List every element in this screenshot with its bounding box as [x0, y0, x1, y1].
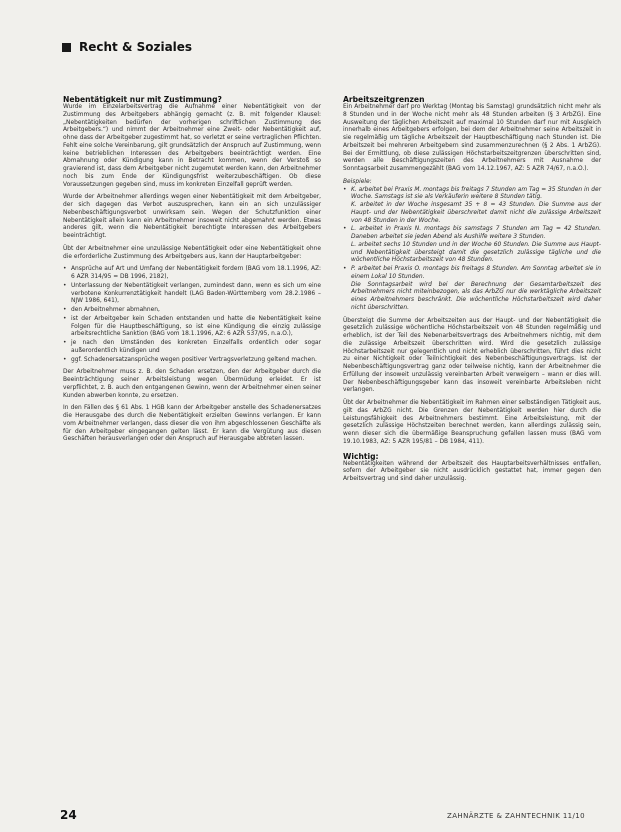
list-item: • ggf. Schadenersatzansprüche wegen positiver Vertragsverletzung geltend machen.: [63, 357, 321, 365]
paragraph: Nebentätigkeiten während der Arbeitszeit des Hauptarbeitsverhältnisses entfallen, sofern der Arbeitgeber sie nicht ausdrücklich gestattet hat, immer gegen den Arbeitsvertrag und sind daher unzulässig.: [343, 460, 601, 482]
paragraph: Ein Arbeitnehmer darf pro Werktag (Montag bis Samstag) grundsätzlich nicht mehr als 8 Stunden und in der Woche nicht mehr als 48 Stunden arbeiten (§ 3 ArbZG). Eine Ausweitung der täglichen Arbeitszeit auf maximal 10 Stunden darf nur mit Ausgleich innerhalb eines Arbeitgebers erfolgen, bei dem der Arbeitnehmer seine Arbeitszeit in sie regelmäßig um tägliche Arbeitszeit der Hauptbeschäftigung nach Stunden ist. Die Arbeitszeit bei mehreren Arbeitgebern sind zusammenzurechnen (§ 2 Abs. 1 ArbZG). Bei der Ermittlung, ob diese zulässigen Höchstarbeitszeitgrenzen überschritten sind, werden alle Beschäftigungszeiten des Arbeitnehmers mit Ausnahme der Sonntagsarbeit zusammengezählt (BAG vom 14.12.1967, AZ: 5 AZR 74/67, n.a.O.).: [343, 104, 601, 172]
list-item: • je nach den Umständen des konkreten Einzelfalls ordentlich oder sogar außerordentlich kündigen und: [63, 340, 321, 356]
paragraph: In den Fällen des § 61 Abs. 1 HGB kann der Arbeitgeber anstelle des Schadenersatzes die Herausgabe des durch die Nebentätigkeit erzielten Gewinns verlangen. Er kann vom Arbeitnehmer verlangen, dass dieser die von ihm abgeschlossenen Geschäfte als für den Arbeitgeber eingegangen gelten lässt. Er kann die Vergütung aus diesen Geschäften herausverlangen oder den Anspruch auf Herausgabe abtreten lassen.: [63, 405, 321, 443]
paragraph: Übt der Arbeitnehmer die Nebentätigkeit im Rahmen einer selbständigen Tätigkeit aus, gilt das ArbZG nicht. Die Grenzen der Nebentätigkeit werden hier durch die Leistungsfähigkeit des Arbeitnehmers bestimmt. Eine Arbeitsleistung, mit der gesetzlich zulässige Höchstzeiten berechnet werden, kann allerdings zulässig sein, wenn dieser sich die übermäßige Beanspruchung gefallen lassen muss (BAG vom 19.10.1983, AZ: 5 AZR 195/81 – DB 1984, 411).: [343, 400, 601, 445]
important-heading: Wichtig:: [343, 451, 379, 461]
list-item: • den Arbeitnehmer abmahnen,: [63, 307, 321, 315]
right-column: [343, 95, 601, 489]
paragraph: Übersteigt die Summe der Arbeitszeiten aus der Haupt- und der Nebentätigkeit die gesetzlich zulässige wöchentliche Höchstarbeitszeit von 48 Stunden regelmäßig und erheblich, ist der Teil des Nebenarbeitsvertrags des Arbeitnehmers nichtig, mit dem die zulässige Arbeitszeit überschritten wird. Wird die gesetzlich zulässige Höchstarbeitszeit nur gelegentlich und nicht erheblich überschritten, führt dies nicht zu einer Nichtigkeit oder Teilnichtigkeit des Nebenbeschäftigungsvertrags. Ist der Nebenbeschäftigungsvertrag ganz oder teilweise nichtig, kann der Arbeitnehmer die Erfüllung der insoweit unzulässig vereinbarten Arbeit verweigern – wann er dies will. Der Nebenbeschäftigungsgeber kann das insoweit vereinbarte Arbeitsleben nicht verlangen.: [343, 317, 601, 394]
example-result: Die Sonntagsarbeit wird bei der Berechnung der Gesamtarbeitszeit des Arbeitnehmers nicht miteinbezogen, als das ArbZG nur die werktägliche Arbeitszeit eines Arbeitnehmers beschränkt. Die wöchentliche Höchstarbeitszeit wird daher nicht überschritten.: [351, 281, 601, 311]
section-marker-icon: [62, 43, 71, 52]
examples-label: Beispiele:: [343, 178, 372, 185]
list-item: • Unterlassung der Nebentätigkeit verlangen, zumindest dann, wenn es sich um eine verbotene Konkurrenztätigkeit handelt (LAG Baden-Württemberg vom 28.2.1986 – NJW 1986, 641),: [63, 283, 321, 306]
page-number: 24: [60, 808, 77, 822]
example-item: [343, 226, 601, 265]
example-text: • L. arbeitet in Praxis N. montags bis samstags 7 Stunden am Tag = 42 Stunden. Daneben arbeitet sie jeden Abend als Aushilfe weitere 3 Stunden.: [351, 226, 601, 240]
example-result: K. arbeitet in der Woche insgesamt 35 + 8 = 43 Stunden. Die Summe aus der Haupt- und der Nebentätigkeit überschreitet damit nicht die zulässige Arbeitszeit von 48 Stunden in der Woche.: [351, 202, 601, 224]
paragraph: Wurde im Einzelarbeitsvertrag die Aufnahme einer Nebentätigkeit von der Zustimmung des Arbeitgebers abhängig gemacht (z. B. mit folgender Klausel: „Nebentätigkeiten bedürfen der vorherigen schriftlichen Zustimmung des Arbeitgebers.“) und nimmt der Arbeitnehmer eine Zweit- oder Nebentätigkeit auf, ohne dass der Arbeitgeber zugestimmt hat, so verletzt er seine vertraglichen Pflichten. Fehlt eine solche Vereinbarung, gilt grundsätzlich der Anspruch auf Zustimmung, wenn keine betrieblichen Interessen des Arbeitgebers beeinträchtigt werden. Eine Abmahnung oder Kündigung kann in Betracht kommen, wenn der Verstoß so gravierend ist, dass dem Arbeitgeber nicht zugemutet werden kann, den Arbeitnehmer noch bis zum Ende der Kündigungsfrist weiterzubeschäftigen. Ob diese Voraussetzungen gegeben sind, muss im konkreten Einzelfall geprüft werden.: [63, 104, 321, 188]
list-item: • Ansprüche auf Art und Umfang der Nebentätigkeit fordern (BAG vom 18.1.1996, AZ: 6 AZR 314/95 = DB 1996, 2182),: [63, 266, 321, 282]
paragraph: Wurde der Arbeitnehmer allerdings wegen einer Nebentätigkeit mit dem Arbeitgeber, der sich dagegen das Verbot auszusprechen, kann ein an sich unzulässiger Nebenbeschäftigungsverbot unwirksam sein. Wegen der Schutzfunktion einer Nebentätigkeit allein kann ein Arbeitnehmer insoweit nicht abgemahnt werden. Etwas anderes gilt, wenn die Nebentätigkeit berechtigte Interessen des Arbeitgebers beeinträchtigt.: [63, 194, 321, 239]
example-item: [343, 266, 601, 313]
examples-list: [343, 187, 601, 313]
section-title: Recht & Soziales: [79, 40, 193, 54]
bullet-list: [63, 266, 321, 364]
article-heading: Arbeitszeitgrenzen: [343, 95, 425, 104]
paragraph: Der Arbeitnehmer muss z. B. den Schaden ersetzen, den der Arbeitgeber durch die Beeinträchtigung seiner Arbeitsleistung wegen Übermüdung erleidet. Er ist verpflichtet, z. B. auch den entgangenen Gewinn, wenn der Arbeitnehmer einen seiner Kunden abwerben konnte, zu ersetzen.: [63, 369, 321, 399]
example-text: • P. arbeitet bei Praxis O. montags bis freitags 8 Stunden. Am Sonntag arbeitet sie in einem Lokal 10 Stunden.: [351, 266, 601, 280]
paragraph: Übt der Arbeitnehmer eine unzulässige Nebentätigkeit oder eine Nebentätigkeit ohne die erforderliche Zustimmung des Arbeitgebers aus, kann der Hauptarbeitgeber:: [63, 245, 321, 260]
journal-name: ZAHNÄRZTE & ZAHNTECHNIK 11/10: [447, 812, 585, 820]
example-text: • K. arbeitet bei Praxis M. montags bis freitags 7 Stunden am Tag = 35 Stunden in der Woche. Samstags ist sie als Verkäuferin weitere 8 Stunden tätig.: [351, 186, 601, 201]
list-item: • ist der Arbeitgeber kein Schaden entstanden und hatte die Nebentätigkeit keine Folgen für die Hauptbeschäftigung, so ist eine Kündigung die einzig zulässige arbeitsrechtliche Sanktion (BAG vom 18.1.1996, AZ: 6 AZR 537/95, n.a.O.),: [63, 316, 321, 339]
example-result: L. arbeitet sechs 10 Stunden und in der Woche 60 Stunden. Die Summe aus Haupt- und Nebentätigkeit übersteigt damit die gesetzlich zulässige tägliche und die wöchentliche Höchstarbeitszeit von 48 Stunden.: [351, 241, 601, 264]
left-column: [63, 95, 321, 449]
example-item: [343, 187, 601, 226]
article-heading: Nebentätigkeit nur mit Zustimmung?: [63, 95, 222, 104]
section-header: [62, 40, 192, 54]
